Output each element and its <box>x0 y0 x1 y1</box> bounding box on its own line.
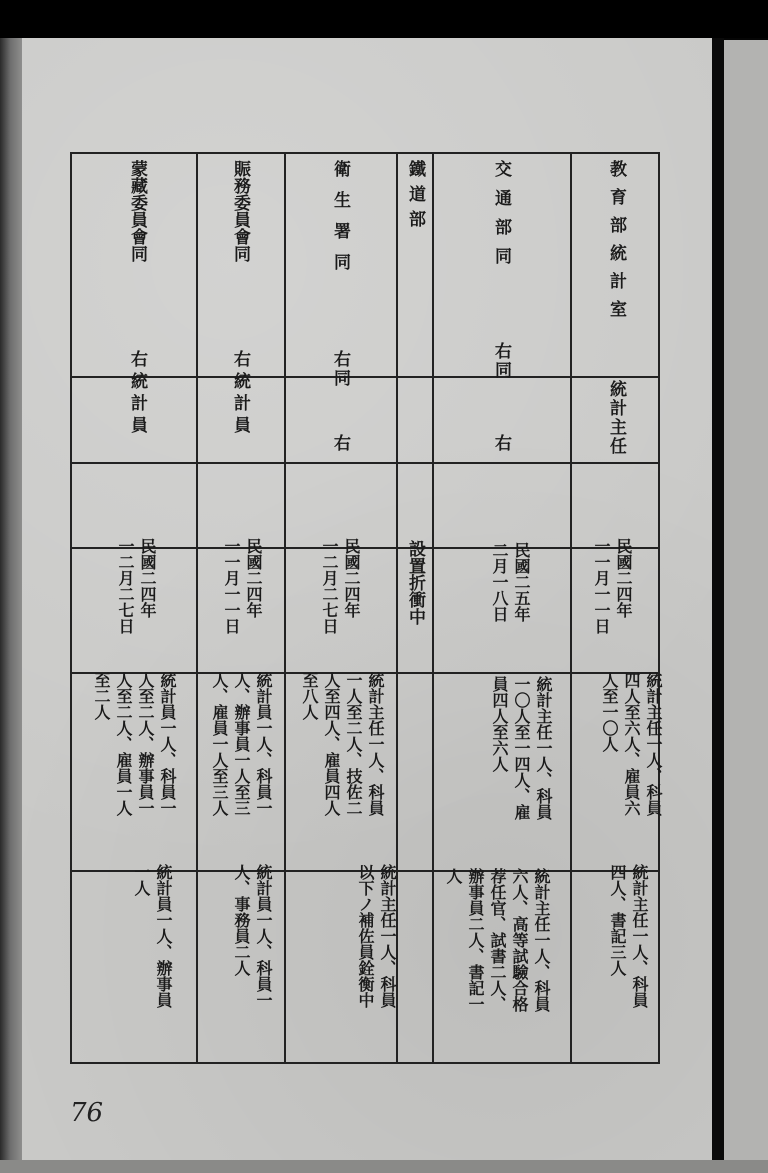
adjacent-page-edge <box>724 40 768 1173</box>
cell-staff2-relief: 統計員一人、科員一 人、事務員二人 <box>232 864 273 1008</box>
scan-top-border <box>0 0 768 38</box>
cell-rank-communications: 右 <box>491 434 511 451</box>
cell-name-communications: 交通部同 <box>491 160 511 276</box>
table-rule-right <box>658 152 660 1064</box>
cell-staff-health: 統計主任一人、科員 一人至二人、技佐二 人至四人、雇員四人 至八人 <box>300 672 385 816</box>
statistics-office-table <box>70 152 663 1064</box>
cell-staff-education: 統計主任一人、科員 四人至六人、雇員六 人至一〇人 <box>600 672 663 816</box>
page-number: 76 <box>70 1098 104 1128</box>
cell-name-relief: 賑務委員會同 <box>230 160 250 262</box>
cell-date-health: 民國二四年 一二月二七日 <box>320 538 361 634</box>
table-rule-left <box>70 152 72 1064</box>
cell-staff2-health: 統計主任一人、科員 以下ノ補佐員銓衡中 <box>356 864 397 1008</box>
cell-rank-health: 右 <box>330 434 350 451</box>
cell-name-mongolian-tibetan: 蒙藏委員會同 <box>127 160 147 262</box>
cell-staff-relief: 統計員一人、科員一 人、辦事員一人至三 人、雇員一人至三人 <box>210 672 273 816</box>
cell-date-relief: 民國二四年 一一月一一日 <box>222 538 263 634</box>
cell-date-mongolian-tibetan: 民國二四年 一二月二七日 <box>116 538 157 634</box>
cell-staff-mongolian-tibetan: 統計員一人、科員一 人至二人、辦事員一 人至二人、雇員一人 至二人 <box>92 672 177 816</box>
cell-staff2-mongolian-tibetan: 統計員一人、辦事員 一人 <box>132 864 173 1008</box>
table-rule-col1 <box>196 152 198 1064</box>
table-rule-col2 <box>284 152 286 1064</box>
cell-title-relief: 右統計員 <box>230 350 250 438</box>
cell-date-education: 民國二四年 一一月一一日 <box>592 538 633 634</box>
cell-title-health: 右同 <box>330 350 350 388</box>
table-rule-col4 <box>432 152 434 1064</box>
page-gutter <box>712 38 724 1173</box>
cell-staff2-education: 統計主任一人、科員 四人、書記三人 <box>608 864 649 1008</box>
table-rule-col5 <box>570 152 572 1064</box>
cell-title-communications: 右同 <box>491 342 511 380</box>
cell-name-education: 教育部統計室 <box>606 160 626 328</box>
cell-name-railways: 鐵道部 <box>405 160 425 235</box>
cell-date-railways: 設置折衝中 <box>405 540 425 625</box>
cell-staff2-communications: 統計主任一人、科員 六人、高等試驗合格 荐任官、試書二人、 辦事員二人、書記一 人 <box>444 868 551 1012</box>
cell-staff-communications: 統計主任一人、科員 一〇人至一四人、雇 員四人至六人 <box>490 676 553 820</box>
cell-title-mongolian-tibetan: 右統計員 <box>127 350 147 438</box>
cell-date-communications: 民國二五年 二月一八日 <box>490 542 531 622</box>
cell-name-health: 衛生署同 <box>330 160 350 284</box>
scan-bottom-border <box>0 1160 768 1173</box>
cell-title-education: 統計主任 <box>606 380 626 456</box>
